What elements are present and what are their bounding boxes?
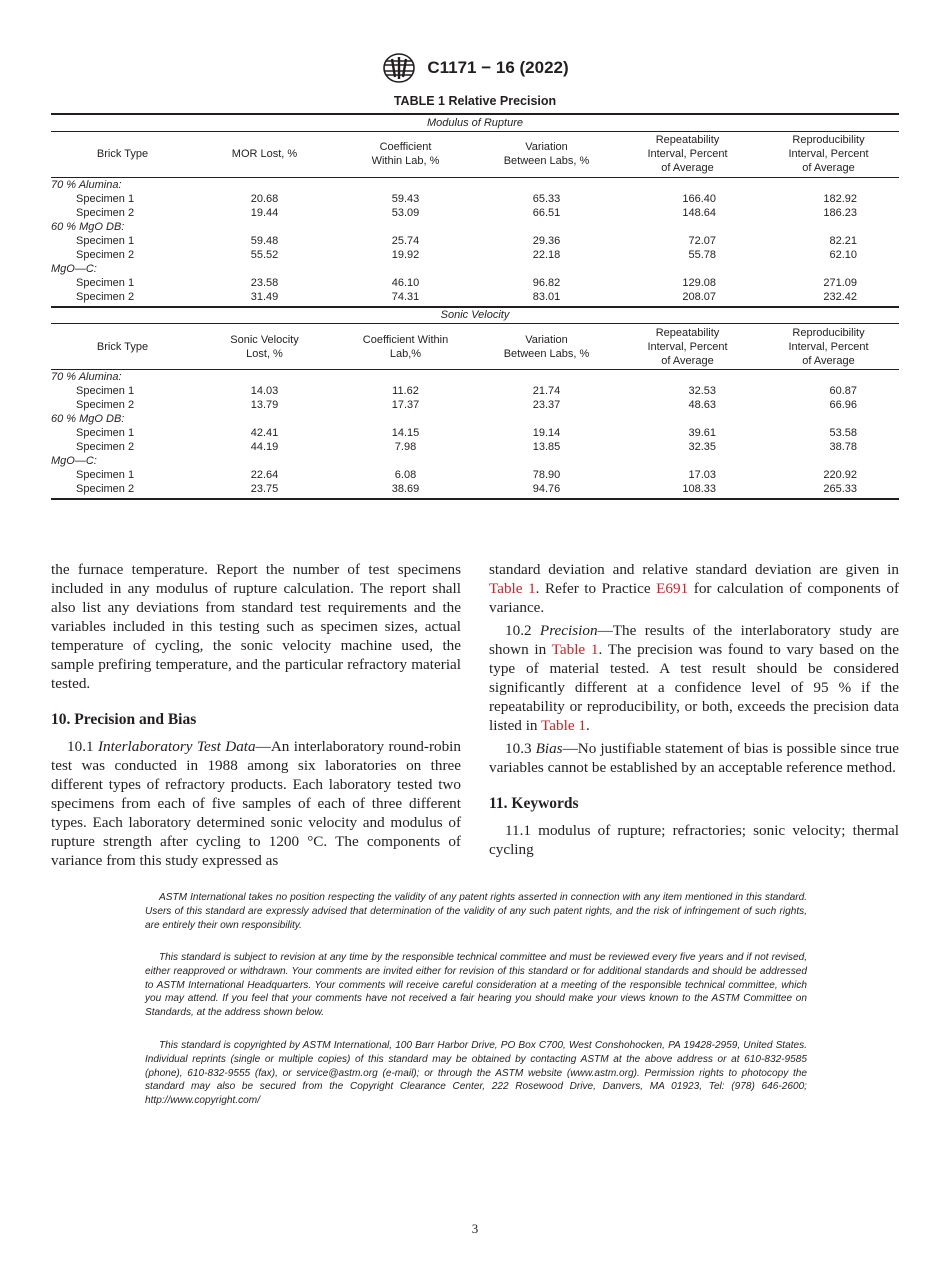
table-cell: 44.19 [250,441,279,453]
section-10-heading: 10. Precision and Bias [51,711,197,728]
table-cell: 62.10 [829,248,857,261]
table-cell: 29.36 [532,234,561,247]
table-cell: 55.52 [250,248,279,261]
paragraph-10-1-cont: standard deviation and relative standard deviation are given in Table 1. Refer to Practice E691 for calculation of components of variance. [489,561,900,616]
table-cell: 32.53 [688,385,716,397]
group-label: 70 % Alumina: [51,178,122,191]
table-cell: 17.03 [688,469,716,481]
group-label: MgO—C: [51,455,97,467]
group-row [51,454,899,468]
table-cell: 82.21 [829,234,857,247]
column-header: Coefficient Within Lab, % [335,131,476,177]
paragraph-10-1: 10.1 Interlaboratory Test Data—An interlaboratory round-robin test was conducted in 1988 among six laboratories on three different types of refractory products. Each laboratory tested two specimens from each of five samples of each of three different types. Each laboratory determined sonic velocity and modulus of rupture strength after cycling to 1200 °C. The components of variance from this study expressed as [51,738,461,869]
revision-note: This standard is subject to revision at any time by the responsible technical committee and must be reviewed every five years and if not revised, either reapproved or withdrawn. Your comments are invited either for revision of this standard or for additional standards and should be addressed to ASTM International Headquarters. Your comments will receive careful consideration at a meeting of the responsible technical committee, which you may attend. If you feel that your comments have not received a fair hearing you should make your views known to the ASTM Committee on Standards, at the address shown below. [145,952,807,1019]
table-cell: 232.42 [758,290,899,307]
row-label: Specimen 2 [76,248,135,261]
table-1-link[interactable]: Table 1 [541,717,586,734]
section-row [51,114,899,131]
table-cell: 53.58 [829,427,857,439]
table-cell: 74.31 [335,290,476,307]
table-1-link[interactable]: Table 1 [489,580,536,597]
table-cell: 17.37 [391,399,420,411]
group-row [51,370,899,385]
column-header: Coefficient Within Lab,% [335,324,476,370]
column-header: Brick Type [51,131,194,177]
table-cell: 94.76 [476,482,617,499]
table-row [51,468,899,482]
report-paragraph: the furnace temperature. Report the number of test specimens included in any modulus of rupture calculation. The report shall also list any deviations from standard test requirements and the variables included in this testing such as specimen sizes, actual temperature of cycling, the sonic velocity machine used, the sample prefiring temperature, and the particular refractory material tested. [51,561,461,692]
section-11-heading: 11. Keywords [489,795,579,812]
row-label: Specimen 1 [76,234,135,247]
table-cell: 208.07 [617,290,758,307]
table-row [51,276,899,290]
row-label: Specimen 1 [76,192,135,205]
group-row [51,177,899,192]
table-cell: 148.64 [682,206,716,219]
section-row [51,307,899,324]
table-cell: 186.23 [823,206,857,219]
table-row [51,290,899,307]
table-cell: 23.58 [250,276,279,289]
row-label: Specimen 1 [76,427,135,439]
table-cell: 108.33 [617,482,758,499]
column-header: MOR Lost, % [194,131,335,177]
table-cell: 271.09 [823,276,857,289]
group-label: 70 % Alumina: [51,371,122,383]
copyright-note: This standard is copyrighted by ASTM International, 100 Barr Harbor Drive, PO Box C700, West Conshohocken, PA 19428-2959, United States. Individual reprints (single or multiple copies) of this standard may be obtained by contacting ASTM at the above address or at 610-832-9585 (phone), 610-832-9555 (fax), or service@astm.org (e-mail); or through the ASTM website (www.astm.org). Permission rights to photocopy the standard may also be secured from the Copyright Clearance Center, 222 Rosewood Drive, Danvers, MA 01923, Tel: (978) 646-2600; http://www.copyright.com/ [145,1040,807,1107]
table-cell: 11.62 [392,385,419,397]
table-cell: 129.08 [682,276,716,289]
group-label: MgO—C: [51,262,97,275]
table-cell: 20.68 [250,192,279,205]
column-header: Sonic Velocity Lost, % [194,324,335,370]
row-label: Specimen 2 [51,290,194,307]
table-cell: 265.33 [758,482,899,499]
table-cell: 48.63 [688,399,716,411]
e691-link[interactable]: E691 [656,580,689,597]
table-cell: 38.69 [335,482,476,499]
row-label: Specimen 1 [76,469,135,481]
table-row [51,426,899,440]
table-cell: 166.40 [682,192,716,205]
row-label: Specimen 2 [76,441,135,453]
table-row [51,384,899,398]
table-cell: 59.43 [391,192,420,205]
paragraph-11-1: 11.1 modulus of rupture; refractories; sonic velocity; thermal cycling [489,822,899,858]
table-cell: 23.37 [532,399,561,411]
table-cell: 65.33 [532,192,561,205]
row-label: Specimen 1 [76,385,135,397]
table-title: TABLE 1 Relative Precision [393,94,557,108]
table-cell: 6.08 [394,469,417,481]
column-header: Reproducibility Interval, Percent of Average [758,131,899,177]
paragraph-10-2: 10.2 Precision—The results of the interlaboratory study are shown in Table 1. The precision was found to vary based on the type of material tested. A test result should be considered significantly different at a confidence level of 95 % if the repeatability or reproducibility, or both, exceeds the precision data listed in Table 1. [489,622,900,734]
table-cell: 14.03 [250,385,279,397]
table-cell: 66.96 [829,399,857,411]
row-label: Specimen 2 [76,399,135,411]
paragraph-10-3: 10.3 Bias—No justifiable statement of bias is possible since true variables cannot be established by an acceptable reference method. [489,740,900,776]
table-row [51,482,899,499]
patent-note: ASTM International takes no position respecting the validity of any patent rights asserted in connection with any item mentioned in this standard. Users of this standard are expressly advised that determination of the validity of any such patent rights, and the risk of infringement of such rights, are entirely their own responsibility. [145,892,807,931]
table-cell: 96.82 [532,276,561,289]
table-cell: 19.92 [391,248,420,261]
astm-logo-icon [381,52,417,84]
right-column [489,560,899,863]
table-cell: 38.78 [829,441,857,453]
table-cell: 14.15 [391,427,420,439]
table-row [51,440,899,454]
table-row [51,206,899,220]
table-cell: 19.44 [250,206,279,219]
column-header: Repeatability Interval, Percent of Average [617,131,758,177]
table-cell: 13.85 [532,441,561,453]
table-cell: 21.74 [532,385,561,397]
header-row [51,324,899,370]
table-cell: 59.48 [250,234,279,247]
column-header: Variation Between Labs, % [476,131,617,177]
table-row [51,248,899,262]
row-label: Specimen 2 [51,482,194,499]
table-cell: 39.61 [688,427,716,439]
table-cell: 53.09 [391,206,420,219]
group-row [51,262,899,276]
table-cell: 72.07 [688,234,716,247]
table-cell: 60.87 [829,385,857,397]
table-cell: 25.74 [391,234,420,247]
table-cell: 7.98 [394,441,417,453]
table-1-link[interactable]: Table 1 [551,641,599,658]
section-title: Modulus of Rupture [51,114,899,131]
table-cell: 42.41 [250,427,279,439]
precision-table [51,113,899,500]
table-cell: 32.35 [688,441,716,453]
document-id: C1171 − 16 (2022) [427,58,569,77]
left-column [51,560,461,874]
table-cell: 66.51 [532,206,561,219]
table-cell: 23.75 [194,482,335,499]
table-cell: 22.18 [532,248,561,261]
table-cell: 13.79 [250,399,279,411]
group-label: 60 % MgO DB: [51,220,125,233]
column-header: Brick Type [51,324,194,370]
row-label: Specimen 1 [76,276,135,289]
table-row [51,234,899,248]
row-label: Specimen 2 [76,206,135,219]
table-cell: 31.49 [194,290,335,307]
table-cell: 22.64 [250,469,279,481]
table-cell: 55.78 [688,248,716,261]
column-header: Repeatability Interval, Percent of Average [617,324,758,370]
table-cell: 46.10 [391,276,420,289]
table-cell: 182.92 [823,192,857,205]
group-row [51,220,899,234]
table-row [51,398,899,412]
page-number: 3 [471,1221,479,1236]
page-header [0,52,950,84]
column-header: Variation Between Labs, % [476,324,617,370]
table-cell: 19.14 [532,427,561,439]
group-row [51,412,899,426]
section-title: Sonic Velocity [51,307,899,324]
table-cell: 83.01 [476,290,617,307]
column-header: Reproducibility Interval, Percent of Average [758,324,899,370]
table-cell: 220.92 [823,469,857,481]
header-row [51,131,899,177]
group-label: 60 % MgO DB: [51,413,125,425]
table-cell: 78.90 [532,469,561,481]
table-row [51,192,899,206]
